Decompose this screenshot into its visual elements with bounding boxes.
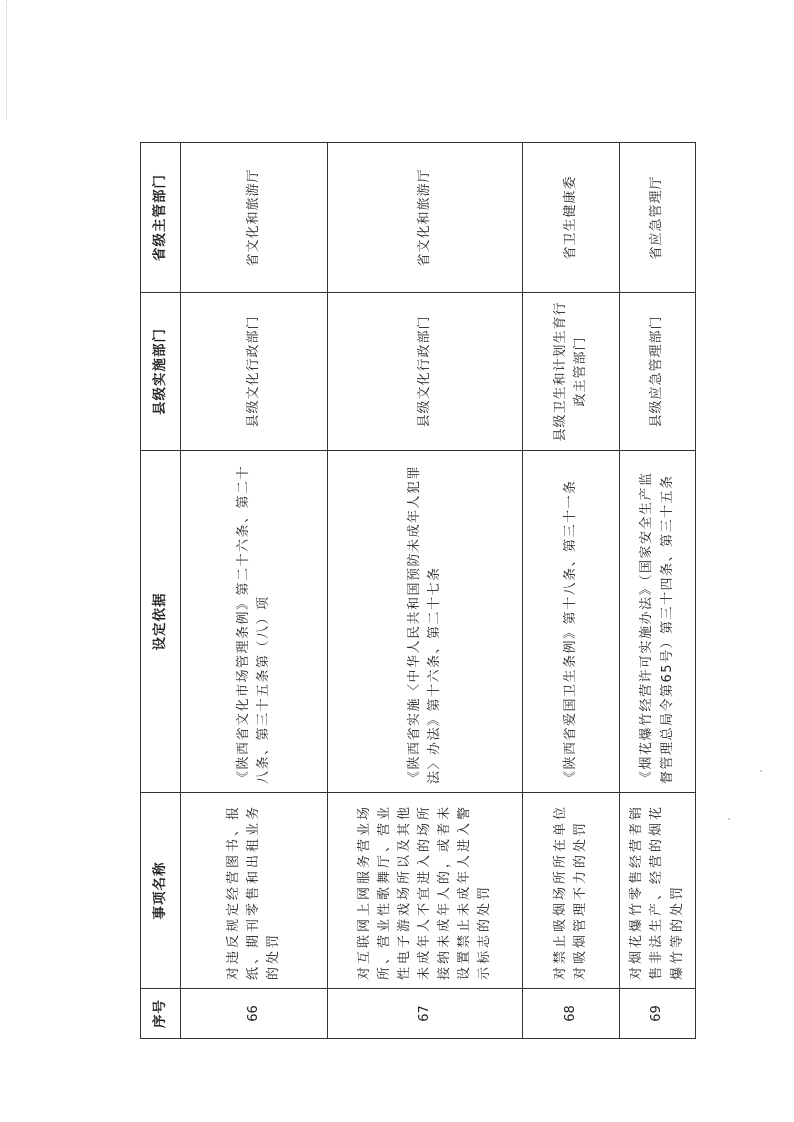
item-implement-dept: 县级卫生和计划生育行政主管部门 (523, 293, 620, 451)
item-implement-dept: 县级应急管理部门 (620, 293, 696, 451)
scan-speck (728, 818, 730, 820)
header-implement: 县级实施部门 (141, 293, 181, 451)
header-basis: 设定依据 (141, 451, 181, 793)
item-provincial-dept: 省文化和旅游厅 (328, 143, 523, 293)
item-name: 对烟花爆竹零售经营者销售非法生产、经营的烟花爆竹等的处罚 (620, 793, 696, 989)
table-row (523, 143, 620, 1039)
scan-edge-marks (6, 0, 9, 120)
scan-speck (760, 770, 762, 772)
row-number: 66 (181, 989, 328, 1039)
item-provincial-dept: 省文化和旅游厅 (181, 143, 328, 293)
item-implement-dept: 县级文化行政部门 (328, 293, 523, 451)
header-provincial: 省级主管部门 (141, 143, 181, 293)
header-name: 事项名称 (141, 793, 181, 989)
item-name: 对违反规定经营图书、报纸、期刊零售和出租业务的处罚 (181, 793, 328, 989)
header-no: 序号 (141, 989, 181, 1039)
row-number: 69 (620, 989, 696, 1039)
item-provincial-dept: 省应急管理厅 (620, 143, 696, 293)
item-basis: 《陕西省爱国卫生条例》第十八条、第三十一条 (523, 451, 620, 793)
table-landscape (140, 143, 695, 1039)
item-basis: 《烟花爆竹经营许可实施办法》（国家安全生产监督管理总局令第65号）第三十四条、第三十五条 (620, 451, 696, 793)
table-row (181, 143, 328, 1039)
row-number: 67 (328, 989, 523, 1039)
table-row (328, 143, 523, 1039)
table-row (620, 143, 696, 1039)
item-basis: 《陕西省实施〈中华人民共和国预防未成年人犯罪法〉办法》第十六条、第二十七条 (328, 451, 523, 793)
table-header-row (141, 143, 181, 1039)
item-basis: 《陕西省文化市场管理条例》第二十六条、第二十八条、第三十五条第（八）项 (181, 451, 328, 793)
item-name: 对禁止吸烟场所所在单位对吸烟管理不力的处罚 (523, 793, 620, 989)
row-number: 68 (523, 989, 620, 1039)
items-table (140, 142, 696, 1039)
item-implement-dept: 县级文化行政部门 (181, 293, 328, 451)
rotated-table-container (140, 143, 695, 1039)
item-provincial-dept: 省卫生健康委 (523, 143, 620, 293)
item-name: 对互联网上网服务营业场所、营业性歌舞厅、营业性电子游戏场所以及其他未成年人不宜进入的场所接纳未成年人的，或者未设置禁止未成年人进入警示标志的处罚 (328, 793, 523, 989)
